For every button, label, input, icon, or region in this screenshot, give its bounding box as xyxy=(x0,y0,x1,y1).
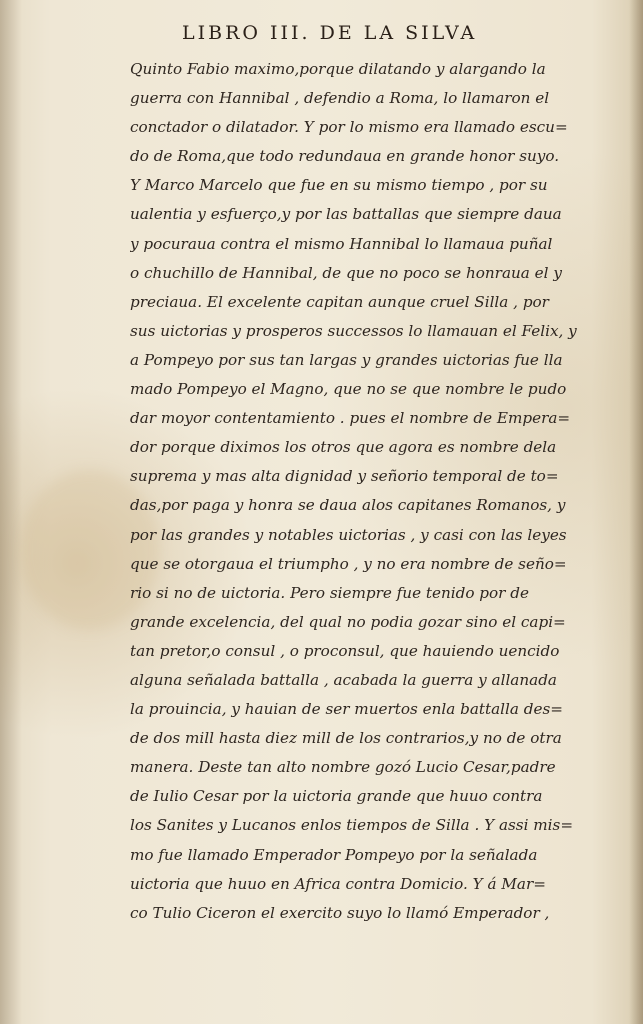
text-line: Y Marco Marcelo que fue en su mismo tiempo , por su xyxy=(130,176,548,195)
text-line: tan pretor,o consul , o proconsul, que hauiendo uencido xyxy=(130,641,560,660)
text-line: manera. Deste tan alto nombre gozó Lucio Cesar,padre xyxy=(130,758,556,777)
text-line: suprema y mas alta dignidad y señorio temporal de to= xyxy=(130,467,559,486)
text-line: grande excelencia, del qual no podia gozar sino el capi= xyxy=(130,612,566,631)
running-head: LIBRO III. DE LA SILVA xyxy=(182,22,478,44)
text-line: dor porque diximos los otros que agora es nombre dela xyxy=(130,438,557,457)
text-line: ualentia y esfuerço,y por las battallas que siempre daua xyxy=(130,205,562,224)
text-line: uictoria que huuo en Africa contra Domicio. Y á Mar= xyxy=(130,874,546,893)
text-line: mo fue llamado Emperador Pompeyo por la señalada xyxy=(130,845,538,864)
text-line: de Iulio Cesar por la uictoria grande que huuo contra xyxy=(130,787,543,806)
text-line: a Pompeyo por sus tan largas y grandes uictorias fue lla xyxy=(130,350,563,369)
text-line: por las grandes y notables uictorias , y casi con las leyes xyxy=(130,525,567,544)
text-line: dar moyor contentamiento . pues el nombre de Empera= xyxy=(130,409,571,428)
text-line: guerra con Hannibal , defendio a Roma, lo llamaron el xyxy=(130,89,550,108)
text-line: mado Pompeyo el Magno, que no se que nombre le pudo xyxy=(130,380,567,399)
text-line: que se otorgaua el triumpho , y no era nombre de seño= xyxy=(130,554,567,573)
text-line: das,por paga y honra se daua alos capitanes Romanos, y xyxy=(130,496,566,515)
text-line: la prouincia, y hauian de ser muertos enla battalla des= xyxy=(130,700,563,719)
text-line: o chuchillo de Hannibal, de que no poco se honraua el y xyxy=(130,263,562,282)
text-line: Quinto Fabio maximo,porque dilatando y alargando la xyxy=(130,60,546,78)
text-line: sus uictorias y prosperos successos lo llamauan el Felix, y xyxy=(130,321,577,340)
text-line: de dos mill hasta diez mill de los contrarios,y no de otra xyxy=(130,729,562,748)
text-line: y pocuraua contra el mismo Hannibal lo llamaua puñal xyxy=(130,234,553,253)
text-line: conctador o dilatador. Y por lo mismo era llamado escu= xyxy=(130,118,568,137)
text-line: co Tulio Ciceron el exercito suyo lo llamó Emperador , xyxy=(130,903,550,922)
body-text xyxy=(130,55,600,928)
gutter-shadow xyxy=(0,0,22,1024)
text-line: los Sanites y Lucanos enlos tiempos de Silla . Y assi mis= xyxy=(130,816,574,835)
text-line: do de Roma,que todo redundaua en grande honor suyo. xyxy=(130,147,560,166)
page-edge xyxy=(629,0,643,1024)
text-line: rio si no de uictoria. Pero siempre fue tenido por de xyxy=(130,583,529,602)
text-line: preciaua. El excelente capitan aunque cruel Silla , por xyxy=(130,292,549,311)
text-line: alguna señalada battalla , acabada la guerra y allanada xyxy=(130,670,557,689)
